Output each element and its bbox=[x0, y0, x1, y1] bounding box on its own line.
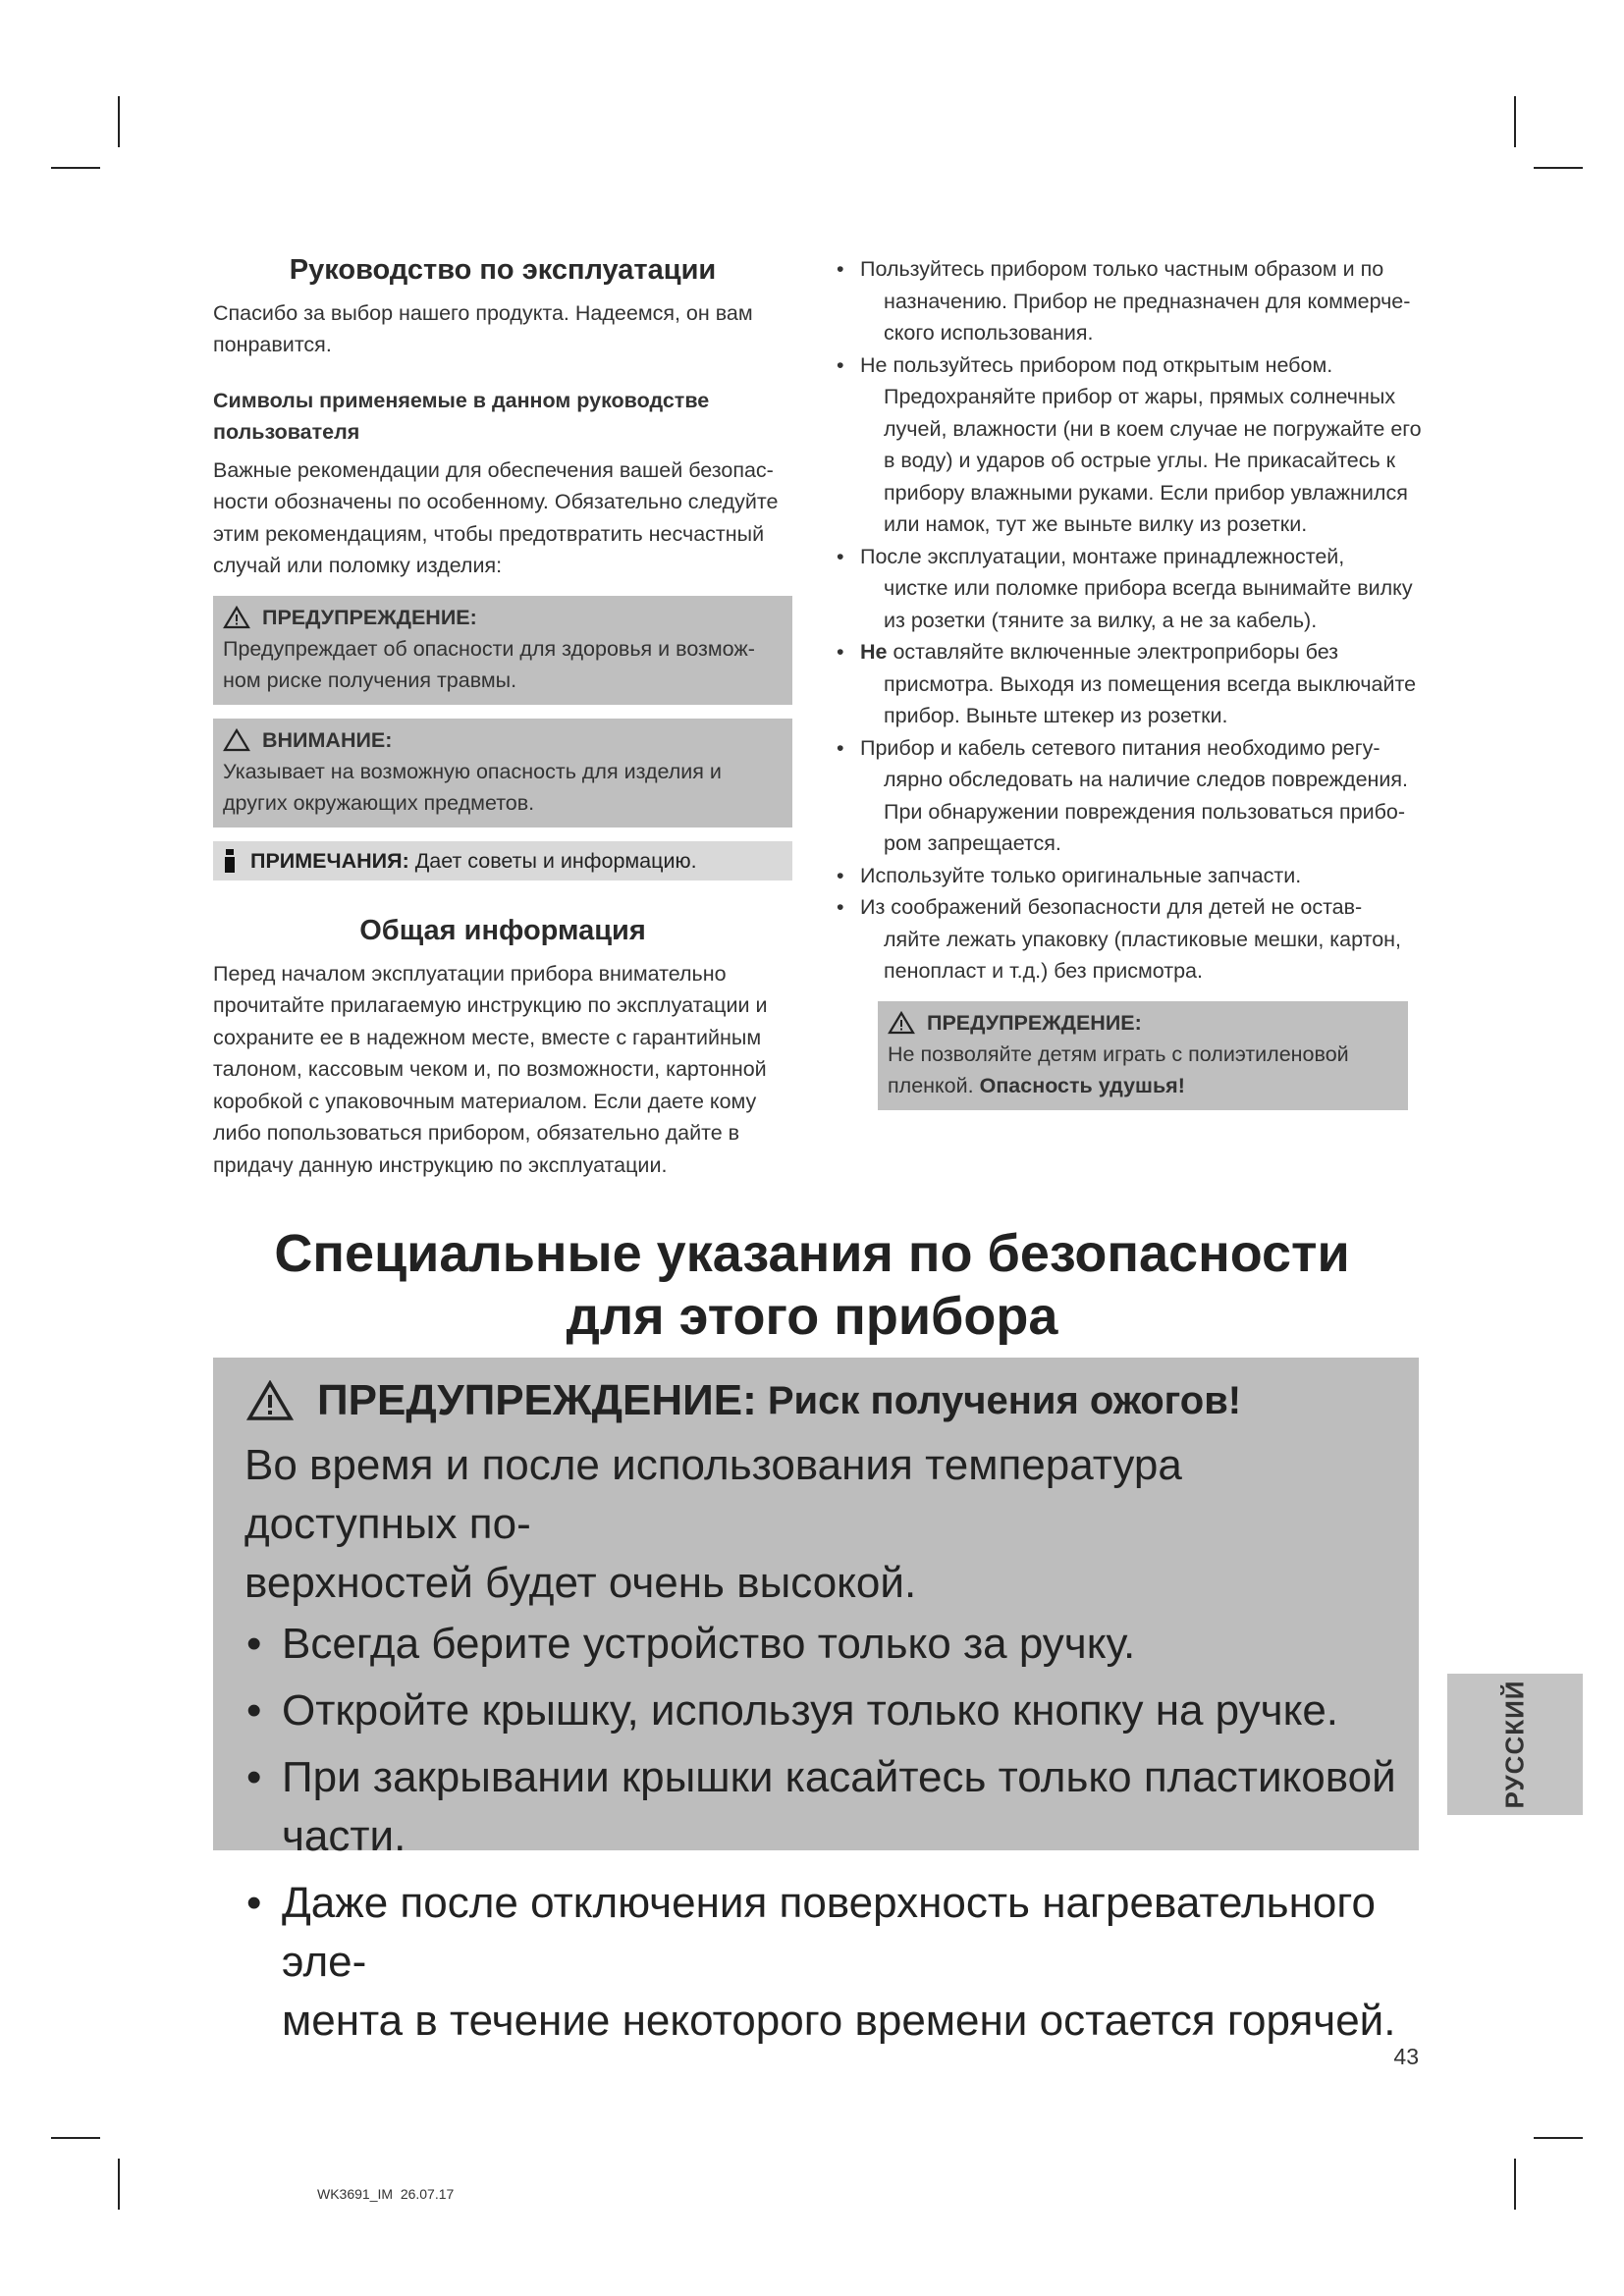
burn-warning-label: ПРЕДУПРЕЖДЕНИЕ: bbox=[317, 1376, 757, 1424]
note-label: ПРИМЕЧАНИЯ: bbox=[250, 848, 409, 873]
warning-label: ПРЕДУПРЕЖДЕНИЕ: bbox=[927, 1010, 1142, 1035]
list-item-line: Предохраняйте прибор от жары, прямых солнечных bbox=[884, 385, 1396, 408]
intro-line: Спасибо за выбор нашего продукта. Надеемся, он вам bbox=[213, 300, 753, 325]
burn-warning-text bbox=[244, 1436, 1399, 1613]
crop-mark bbox=[1534, 167, 1583, 169]
list-item bbox=[244, 1748, 1399, 1866]
list-item-text: Даже после отключения поверхность нагревательного эле- bbox=[282, 1879, 1376, 1986]
list-item-line: назначению. Прибор не предназначен для коммерче- bbox=[884, 289, 1411, 313]
list-item-line: пенопласт и т.д.) без присмотра. bbox=[884, 959, 1203, 983]
crop-mark bbox=[51, 167, 100, 169]
special-title-line: для этого прибора bbox=[566, 1287, 1058, 1346]
special-safety-title bbox=[0, 1222, 1624, 1348]
language-tab bbox=[1447, 1674, 1583, 1815]
warning-line-bold: Опасность удушья! bbox=[979, 1074, 1185, 1097]
general-line: коробкой с упаковочным материалом. Если даете кому bbox=[213, 1089, 757, 1113]
crop-mark bbox=[1514, 96, 1516, 147]
burn-warning-line: Во время и после использования температура доступных по- bbox=[244, 1441, 1182, 1548]
note-box bbox=[213, 841, 792, 881]
crop-mark bbox=[1534, 2137, 1583, 2139]
burn-warning-line: верхностей будет очень высокой. bbox=[244, 1559, 917, 1607]
list-item bbox=[837, 541, 1426, 637]
caution-heading bbox=[223, 724, 783, 756]
symbols-line: ности обозначены по особенному. Обязательно следуйте bbox=[213, 490, 779, 514]
symbols-title-line: Символы применяемые в данном руководстве bbox=[213, 388, 710, 412]
general-line: сохраните ее в надежном месте, вместе с гарантийным bbox=[213, 1025, 762, 1049]
symbols-title bbox=[213, 385, 792, 449]
list-item-line: присмотра. Выходя из помещения всегда выключайте bbox=[884, 671, 1417, 696]
crop-mark bbox=[51, 2137, 100, 2139]
list-item-text: После эксплуатации, монтаже принадлежностей, bbox=[860, 544, 1345, 568]
list-item bbox=[837, 860, 1426, 892]
general-line: либо попользоваться прибором, обязательно дайте в bbox=[213, 1121, 740, 1146]
warning-triangle-icon bbox=[246, 1380, 294, 1421]
intro-line: понравится. bbox=[213, 333, 332, 357]
list-item-line: лучей, влажности (ни в коем случае не погружайте его bbox=[884, 416, 1422, 441]
general-text bbox=[213, 958, 792, 1182]
warning-line: Предупреждает об опасности для здоровья и возмож- bbox=[223, 636, 755, 661]
list-item-text: При закрывании крышки касайтесь только пластиковой части. bbox=[282, 1753, 1396, 1860]
warning-line: Не позволяйте детям играть с полиэтиленовой bbox=[888, 1041, 1349, 1066]
warning-triangle-icon bbox=[888, 1011, 915, 1035]
list-item bbox=[837, 253, 1426, 349]
list-item bbox=[244, 1874, 1399, 2051]
list-item-line: лярно обследовать на наличие следов повреждения. bbox=[884, 768, 1409, 791]
list-item-line: прибор. Выньте штекер из розетки. bbox=[884, 704, 1228, 727]
list-item bbox=[837, 636, 1426, 732]
list-item-text: оставляйте включенные электроприборы без bbox=[887, 640, 1339, 664]
burn-warning-box bbox=[213, 1358, 1419, 2045]
list-item-line: в воду) и ударов об острые углы. Не прикасайтесь к bbox=[884, 449, 1396, 472]
burn-warning-list bbox=[244, 1615, 1399, 2051]
list-item-line: или намок, тут же выньте вилку из розетки. bbox=[884, 512, 1308, 536]
general-line: придачу данную инструкцию по эксплуатации. bbox=[213, 1152, 668, 1177]
left-column bbox=[213, 253, 792, 1181]
list-item-text: Откройте крышку, используя только кнопку на ручке. bbox=[282, 1686, 1339, 1735]
list-item bbox=[244, 1615, 1399, 1674]
warning-line: ном риске получения травмы. bbox=[223, 668, 517, 693]
list-item-text: Используйте только оригинальные запчасти. bbox=[860, 863, 1302, 887]
list-item-text: Всегда берите устройство только за ручку. bbox=[282, 1620, 1136, 1668]
list-item-line: прибору влажными руками. Если прибор увлажнился bbox=[884, 480, 1408, 505]
footer-code: WK3691_IM 26.07.17 bbox=[317, 2186, 455, 2202]
burn-warning-subtitle: Риск получения ожогов! bbox=[756, 1379, 1242, 1422]
symbols-text bbox=[213, 454, 792, 582]
warning-heading bbox=[223, 602, 783, 633]
crop-mark bbox=[118, 2159, 120, 2210]
manual-title: Руководство по эксплуатации bbox=[289, 254, 717, 286]
warning-line-text: пленкой. bbox=[888, 1074, 980, 1097]
crop-mark bbox=[118, 96, 120, 147]
special-title-line: Специальные указания по безопасности bbox=[274, 1224, 1350, 1283]
crop-mark bbox=[1514, 2159, 1516, 2210]
warning-box bbox=[213, 596, 792, 705]
burn-warning-heading bbox=[231, 1371, 1399, 1430]
caution-line: других окружающих предметов. bbox=[223, 791, 535, 816]
caution-label: ВНИМАНИЕ: bbox=[262, 727, 393, 752]
general-line: прочитайте прилагаемую инструкцию по эксплуатации и bbox=[213, 993, 768, 1018]
symbols-line: этим рекомендациям, чтобы предотвратить несчастный bbox=[213, 521, 765, 546]
page-number: 43 bbox=[1393, 2044, 1419, 2069]
list-item-bold: Не bbox=[860, 640, 888, 664]
child-warning-box bbox=[878, 1001, 1408, 1110]
list-item-line: чистке или поломке прибора всегда вынимайте вилку bbox=[884, 576, 1413, 600]
symbols-title-line: пользователя bbox=[213, 420, 360, 445]
language-tab-label: РУССКИЙ bbox=[1499, 1680, 1530, 1809]
caution-triangle-icon bbox=[223, 728, 250, 752]
list-item-line: ляйте лежать упаковку (пластиковые мешки, картон, bbox=[884, 927, 1402, 951]
list-item bbox=[244, 1682, 1399, 1740]
list-item-text: Из соображений безопасности для детей не остав- bbox=[860, 895, 1363, 919]
warning-heading bbox=[888, 1007, 1398, 1039]
note-text: Дает советы и информацию. bbox=[408, 848, 697, 873]
list-item bbox=[837, 349, 1426, 541]
warning-label: ПРЕДУПРЕЖДЕНИЕ: bbox=[262, 605, 477, 629]
caution-line: Указывает на возможную опасность для изделия и bbox=[223, 759, 722, 783]
list-item-text: Не пользуйтесь прибором под открытым небом. bbox=[860, 352, 1333, 377]
general-line: Перед началом эксплуатации прибора внимательно bbox=[213, 961, 727, 986]
info-icon bbox=[223, 849, 237, 873]
warning-triangle-icon bbox=[223, 606, 250, 629]
caution-box bbox=[213, 719, 792, 828]
list-item-line: мента в течение некоторого времени остается горячей. bbox=[282, 1997, 1396, 2045]
list-item-line: из розетки (тяните за вилку, а не за кабель). bbox=[884, 608, 1318, 632]
general-line: талоном, кассовым чеком и, по возможности, картонной bbox=[213, 1057, 767, 1082]
list-item-text: Прибор и кабель сетевого питания необходимо регу- bbox=[860, 735, 1380, 760]
list-item-line: ского использования. bbox=[884, 321, 1094, 345]
general-title: Общая информация bbox=[359, 914, 646, 946]
list-item-text: Пользуйтесь прибором только частным образом и по bbox=[860, 257, 1384, 281]
list-item bbox=[837, 891, 1426, 988]
list-item-line: При обнаружении повреждения пользоваться прибо- bbox=[884, 799, 1406, 824]
symbols-line: Важные рекомендации для обеспечения вашей безопас- bbox=[213, 457, 774, 482]
warning-line bbox=[888, 1070, 1398, 1102]
list-item bbox=[837, 732, 1426, 860]
symbols-line: случай или поломку изделия: bbox=[213, 554, 503, 578]
right-column bbox=[837, 253, 1426, 1110]
list-item-line: ром запрещается. bbox=[884, 831, 1061, 855]
safety-list bbox=[837, 253, 1426, 988]
intro-text bbox=[213, 297, 792, 361]
